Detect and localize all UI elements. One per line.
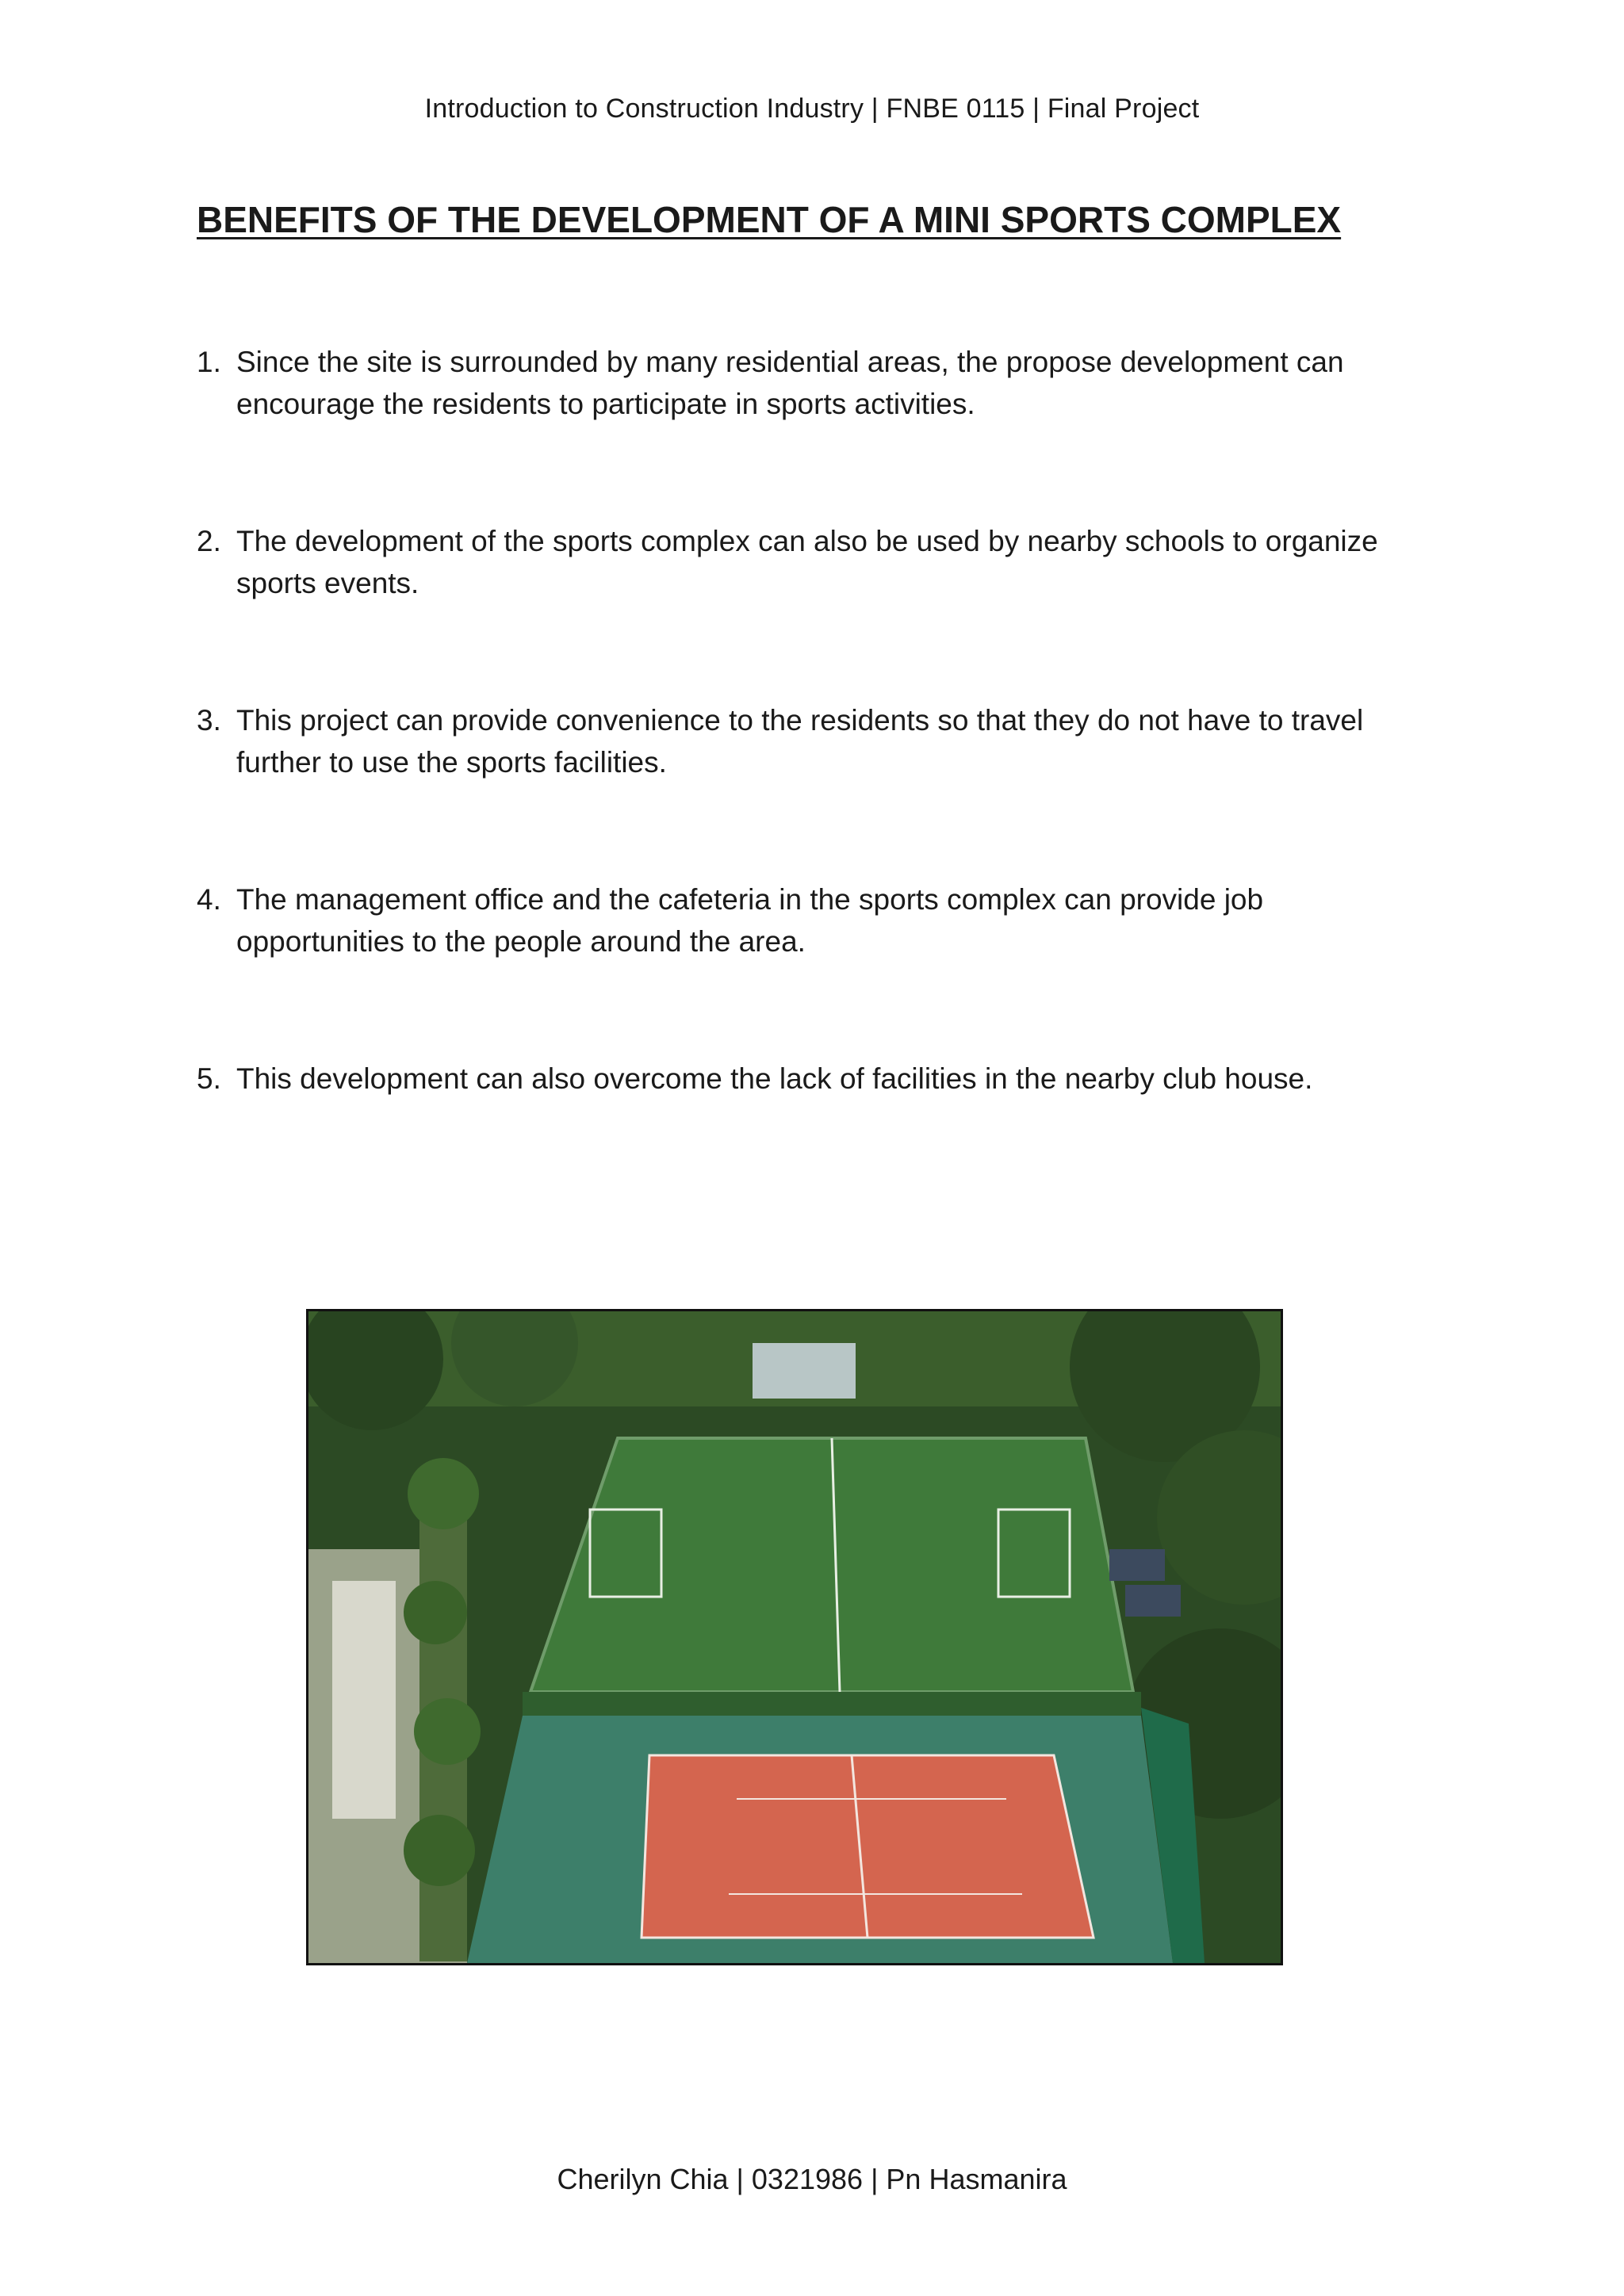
benefit-text-line: The management office and the cafeteria in the sports complex can provide job xyxy=(236,883,1264,916)
building-wall xyxy=(332,1581,396,1819)
benefit-number: 4. xyxy=(197,883,221,916)
hedge-divider xyxy=(523,1692,1141,1716)
solar-panel xyxy=(1109,1549,1165,1581)
benefit-number: 5. xyxy=(197,1062,221,1095)
palm-tree xyxy=(408,1458,479,1529)
benefit-number: 2. xyxy=(197,525,221,557)
benefit-item-2 xyxy=(197,520,1418,604)
page-footer: Cherilyn Chia | 0321986 | Pn Hasmanira xyxy=(557,2163,1067,2195)
benefit-item-5 xyxy=(197,1058,1418,1100)
palm-tree xyxy=(404,1581,467,1644)
benefit-text-line: This project can provide convenience to the residents so that they do not have to travel xyxy=(236,704,1364,737)
benefit-text-line: This development can also overcome the lack of facilities in the nearby club house. xyxy=(236,1062,1313,1095)
benefit-item-3 xyxy=(197,699,1418,783)
benefit-list xyxy=(197,341,1418,1100)
aerial-courts-illustration xyxy=(308,1311,1281,1963)
benefit-text-line: further to use the sports facilities. xyxy=(236,746,667,779)
greenhouse xyxy=(753,1343,856,1399)
benefit-text-line: The development of the sports complex can also be used by nearby schools to organize xyxy=(236,525,1378,557)
sports-complex-photo xyxy=(306,1309,1283,1965)
benefit-text-line: Since the site is surrounded by many residential areas, the propose development can xyxy=(236,346,1344,378)
page-header: Introduction to Construction Industry | FNBE 0115 | Final Project xyxy=(424,94,1200,124)
benefit-number: 3. xyxy=(197,704,221,737)
palm-tree xyxy=(404,1815,475,1886)
benefit-text-line: encourage the residents to participate in sports activities. xyxy=(236,388,975,420)
benefit-item-1 xyxy=(197,341,1418,425)
page-title: BENEFITS OF THE DEVELOPMENT OF A MINI SPORTS COMPLEX xyxy=(197,199,1342,240)
benefit-text-line: sports events. xyxy=(236,567,419,599)
clay-tennis-court xyxy=(642,1755,1094,1938)
benefit-number: 1. xyxy=(197,346,221,378)
benefit-item-4 xyxy=(197,878,1418,962)
benefit-text-line: opportunities to the people around the area. xyxy=(236,925,806,958)
solar-panel xyxy=(1125,1585,1181,1617)
palm-tree xyxy=(414,1698,481,1765)
